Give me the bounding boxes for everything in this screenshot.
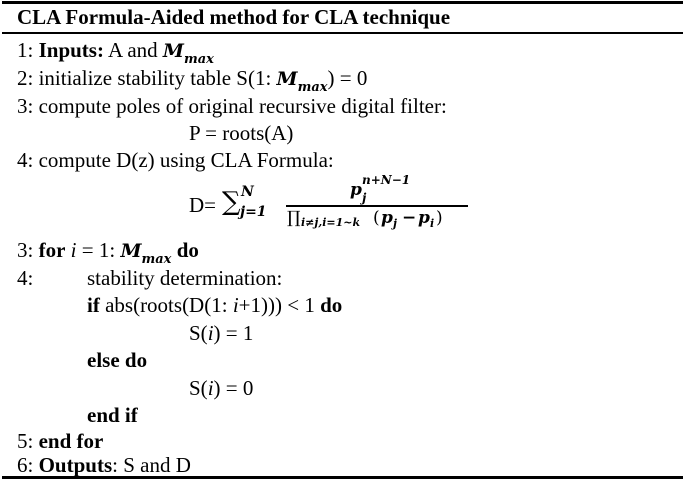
stability-determination-text: stability determination: — [87, 266, 283, 290]
sum-lower-limit: j=1 — [240, 204, 267, 220]
sum-upper-limit: N — [241, 184, 254, 200]
denominator-p-j: p — [381, 208, 393, 228]
title-rule — [2, 32, 683, 34]
numerator-p: p — [350, 180, 362, 200]
line-number: 3: — [17, 94, 34, 118]
outputs-text: : S and D — [112, 453, 191, 477]
inputs-keyword: Inputs: — [38, 38, 104, 62]
algorithm-line-outputs — [17, 453, 191, 477]
end-for-keyword: end for — [38, 429, 104, 453]
numerator-superscript: n+N−1 — [362, 173, 411, 187]
loop-variable: i — [232, 293, 239, 317]
init-text: initialize stability table S(1: — [33, 66, 277, 90]
algorithm-line-stability — [17, 266, 33, 290]
do-keyword: do — [176, 238, 199, 262]
sum-symbol: ∑ — [222, 187, 241, 217]
denominator-close-paren: ) — [436, 208, 443, 228]
do-keyword: do — [320, 293, 343, 317]
if-condition-text: abs(roots(D(1: — [99, 293, 233, 317]
m-max-symbol: $M_{max}$ — [120, 240, 172, 267]
line-number: 1: — [17, 38, 34, 62]
denominator-p-i-subscript: i — [430, 217, 435, 230]
algorithm-line-2 — [17, 66, 367, 94]
if-keyword: if — [87, 293, 100, 317]
denominator-minus: − — [402, 208, 417, 228]
algorithm-line-for — [17, 238, 199, 266]
product-symbol: ∏ — [287, 208, 301, 228]
if-condition-text-end: +1))) < 1 — [238, 293, 321, 317]
line-number: 6: — [17, 453, 34, 477]
for-range-text: = 1: — [76, 238, 121, 262]
line-number: 4: — [17, 266, 34, 290]
denominator-p-j-subscript: j — [393, 217, 397, 230]
algorithm-line-4 — [17, 148, 334, 172]
product-subscript: i≠j,i=1~k — [301, 216, 361, 229]
m-max-symbol: $M_{max}$ — [276, 68, 328, 95]
algorithm-line-if — [87, 293, 342, 317]
algorithm-line-1 — [17, 38, 214, 66]
compute-poles-text: compute poles of original recursive digital filter: — [33, 94, 447, 118]
assign-stable: S(i) = 1 — [189, 321, 254, 345]
outputs-keyword: Outputs — [38, 453, 113, 477]
algorithm-title: CLA Formula-Aided method for CLA technique — [17, 5, 451, 29]
poles-assignment: P = roots(A) — [189, 121, 294, 145]
assign-unstable: S(i) = 0 — [189, 376, 254, 400]
line-number: 3: — [17, 238, 34, 262]
end-if-keyword: end if — [87, 403, 138, 427]
algorithm-line-end-for — [17, 429, 103, 453]
inputs-text: A and — [103, 38, 163, 62]
m-max-symbol: $M_{max}$ — [162, 40, 214, 67]
formula-lhs: D= — [189, 193, 217, 217]
init-text-end: ) = 0 — [327, 66, 368, 90]
denominator-p-i: p — [418, 208, 430, 228]
for-keyword: for — [38, 238, 66, 262]
compute-d-text: compute D(z) using CLA Formula: — [33, 148, 334, 172]
line-number: 5: — [17, 429, 34, 453]
numerator-subscript: j — [362, 191, 367, 205]
else-keyword: else do — [87, 348, 148, 372]
loop-variable: i — [70, 238, 77, 262]
line-number: 4: — [17, 148, 34, 172]
line-number: 2: — [17, 66, 34, 90]
denominator-open-paren: ( — [373, 208, 380, 228]
algorithm-line-3 — [17, 94, 447, 118]
fraction-bar — [286, 205, 468, 207]
